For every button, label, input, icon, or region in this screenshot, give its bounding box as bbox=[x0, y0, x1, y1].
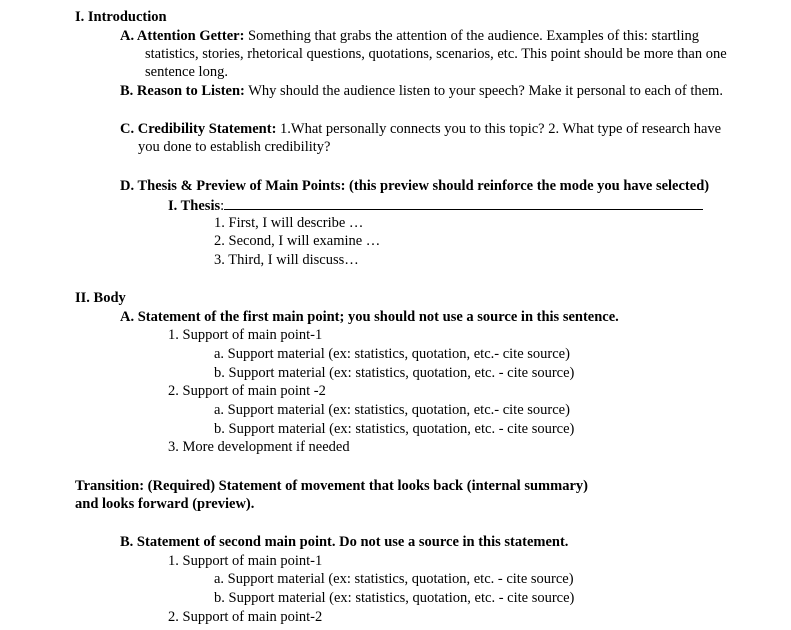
credibility-statement-line-1 bbox=[120, 120, 721, 138]
credibility-statement-text-1: 1.What personally connects you to this topic? 2. What type of research have bbox=[276, 121, 722, 137]
attention-getter-label: A. Attention Getter: bbox=[120, 28, 245, 44]
point-a-support-3: 3. More development if needed bbox=[168, 439, 350, 455]
main-point-b-heading: B. Statement of second main point. Do not use a source in this statement. bbox=[120, 534, 569, 550]
thesis-colon: : bbox=[220, 198, 225, 214]
credibility-statement-label: C. Credibility Statement: bbox=[120, 121, 277, 137]
point-a-support-2b: b. Support material (ex: statistics, quotation, etc. - cite source) bbox=[214, 421, 575, 437]
attention-getter-text-2: statistics, stories, rhetorical questions, quotations, scenarios, etc. This point should be more than one bbox=[145, 46, 727, 62]
point-b-support-1b: b. Support material (ex: statistics, quotation, etc. - cite source) bbox=[214, 590, 575, 606]
point-b-support-2: 2. Support of main point-2 bbox=[168, 609, 323, 625]
main-point-a-heading: A. Statement of the first main point; you should not use a source in this sentence. bbox=[120, 309, 619, 325]
point-a-support-1: 1. Support of main point-1 bbox=[168, 327, 323, 343]
preview-point-3: 3. Third, I will discuss… bbox=[214, 252, 359, 268]
preview-point-2: 2. Second, I will examine … bbox=[214, 233, 381, 249]
reason-to-listen-label: B. Reason to Listen: bbox=[120, 83, 245, 99]
attention-getter-line-1 bbox=[120, 27, 699, 45]
point-b-support-1: 1. Support of main point-1 bbox=[168, 553, 323, 569]
point-a-support-2: 2. Support of main point -2 bbox=[168, 383, 326, 399]
transition-line-2: and looks forward (preview). bbox=[75, 496, 255, 512]
credibility-statement-text-2: you done to establish credibility? bbox=[138, 139, 331, 155]
transition-line-1: Transition: (Required) Statement of movement that looks back (internal summary) bbox=[75, 478, 588, 494]
thesis-blank-line bbox=[224, 195, 703, 210]
introduction-heading: I. Introduction bbox=[75, 9, 167, 25]
preview-point-1: 1. First, I will describe … bbox=[214, 215, 364, 231]
body-heading: II. Body bbox=[75, 290, 126, 306]
attention-getter-text-3: sentence long. bbox=[145, 64, 228, 80]
thesis-line bbox=[168, 195, 703, 215]
point-a-support-1a: a. Support material (ex: statistics, quotation, etc.- cite source) bbox=[214, 346, 570, 362]
point-a-support-1b: b. Support material (ex: statistics, quotation, etc. - cite source) bbox=[214, 365, 575, 381]
reason-to-listen-text: Why should the audience listen to your speech? Make it personal to each of them. bbox=[244, 83, 723, 99]
thesis-label: I. Thesis bbox=[168, 198, 221, 214]
reason-to-listen bbox=[120, 82, 723, 100]
thesis-preview-heading: D. Thesis & Preview of Main Points: (this preview should reinforce the mode you have selected) bbox=[120, 178, 710, 194]
attention-getter-text-1: Something that grabs the attention of the audience. Examples of this: startling bbox=[244, 28, 700, 44]
point-a-support-2a: a. Support material (ex: statistics, quotation, etc.- cite source) bbox=[214, 402, 570, 418]
point-b-support-1a: a. Support material (ex: statistics, quotation, etc. - cite source) bbox=[214, 571, 574, 587]
